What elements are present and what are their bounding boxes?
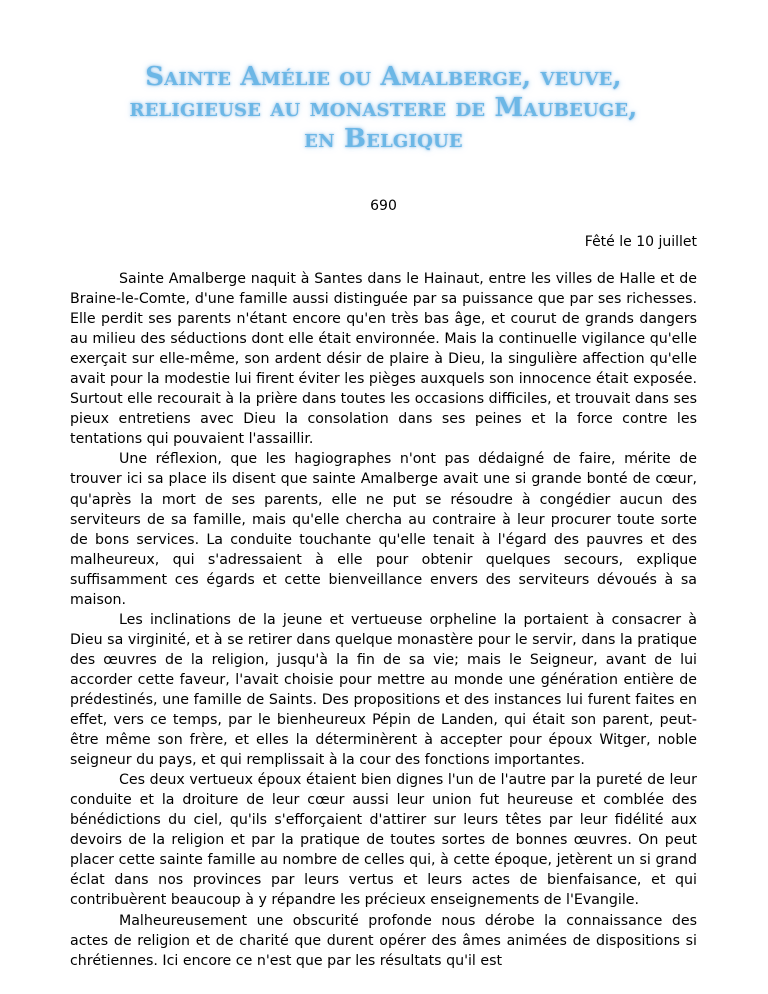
feast-date: Fêté le 10 juillet	[584, 234, 697, 250]
body-text	[70, 269, 697, 971]
paragraph-3: Les inclinations de la jeune et vertueuse orpheline la portaient à consacrer à Dieu sa virginité, et à se retirer dans quelque monastère pour le servir, dans la pratique des œuvres de la religion, jusqu'à la fin de sa vie; mais le Seigneur, avant de lui accorder cette faveur, l'avait choisie pour mettre au monde une génération entière de prédestinés, une famille de Saints. Des propositions et des instances lui furent faites en effet, vers ce temps, par le bienheureux Pépin de Landen, qui était son parent, peut-être même son frère, et elles la déterminèrent à accepter pour époux Witger, noble seigneur du pays, et qui remplissait à la cour des fonctions importantes.	[70, 611, 697, 769]
paragraph-4: Ces deux vertueux époux étaient bien dignes l'un de l'autre par la pureté de leur conduite et la droiture de leur cœur aussi leur union fut heureuse et comblée des bénédictions du ciel, qu'ils s'efforçaient d'attirer sur leurs têtes par leur fidélité aux devoirs de la religion et par la pratique de toutes sortes de bonnes œuvres. On peut placer cette sainte famille au nombre de celles qui, à cette époque, jetèrent un si grand éclat dans nos provinces par leurs vertus et leurs actes de bienfaisance, et qui contribuèrent beaucoup à y répandre les précieux enseignements de l'Evangile.	[70, 772, 697, 909]
paragraph-1: Sainte Amalberge naquit à Santes dans le Hainaut, entre les villes de Halle et de Braine-le-Comte, d'une famille aussi distinguée par sa puissance que par ses richesses. Elle perdit ses parents n'étant encore qu'en très bas âge, et courut de grands dangers au milieu des séductions dont elle était environnée. Mais la continuelle vigilance qu'elle exerçait sur elle-même, son ardent désir de plaire à Dieu, la singulière affection qu'elle avait pour la modestie lui firent éviter les pièges auxquels son innocence était exposée. Surtout elle recourait à la prière dans toutes les occasions difficiles, et trouvait dans ses pieux entretiens avec Dieu la consolation dans ses peines et la force contre les tentations qui pouvaient l'assaillir.	[70, 271, 697, 448]
title-line-1: Sainte Amélie ou Amalberge, veuve,	[145, 62, 622, 92]
title-line-3: en Belgique	[304, 124, 463, 154]
paragraph-2: Une réflexion, que les hagiographes n'ont pas dédaigné de faire, mérite de trouver ici sa place ils disent que sainte Amalberge avait une si grande bonté de cœur, qu'après la mort de ses parents, elle ne put se résoudre à congédier aucun des serviteurs de sa famille, mais qu'elle chercha au contraire à leur procurer toute sorte de bons services. La conduite touchante qu'elle tenait à l'égard des pauvres et des malheureux, qui s'adressaient à elle pour obtenir quelques secours, explique suffisamment ces égards et cette bienveillance envers des serviteurs dévoués à sa maison.	[70, 451, 697, 608]
paragraph-5: Malheureusement une obscurité profonde nous dérobe la connaissance des actes de religion et de charité que durent opérer des âmes animées de dispositions si chrétiennes. Ici encore ce n'est que par les résultats qu'il est	[70, 912, 697, 969]
document-title	[70, 62, 697, 155]
title-line-2: religieuse au monastere de Maubeuge,	[129, 93, 638, 123]
year-text: 690	[370, 198, 397, 214]
